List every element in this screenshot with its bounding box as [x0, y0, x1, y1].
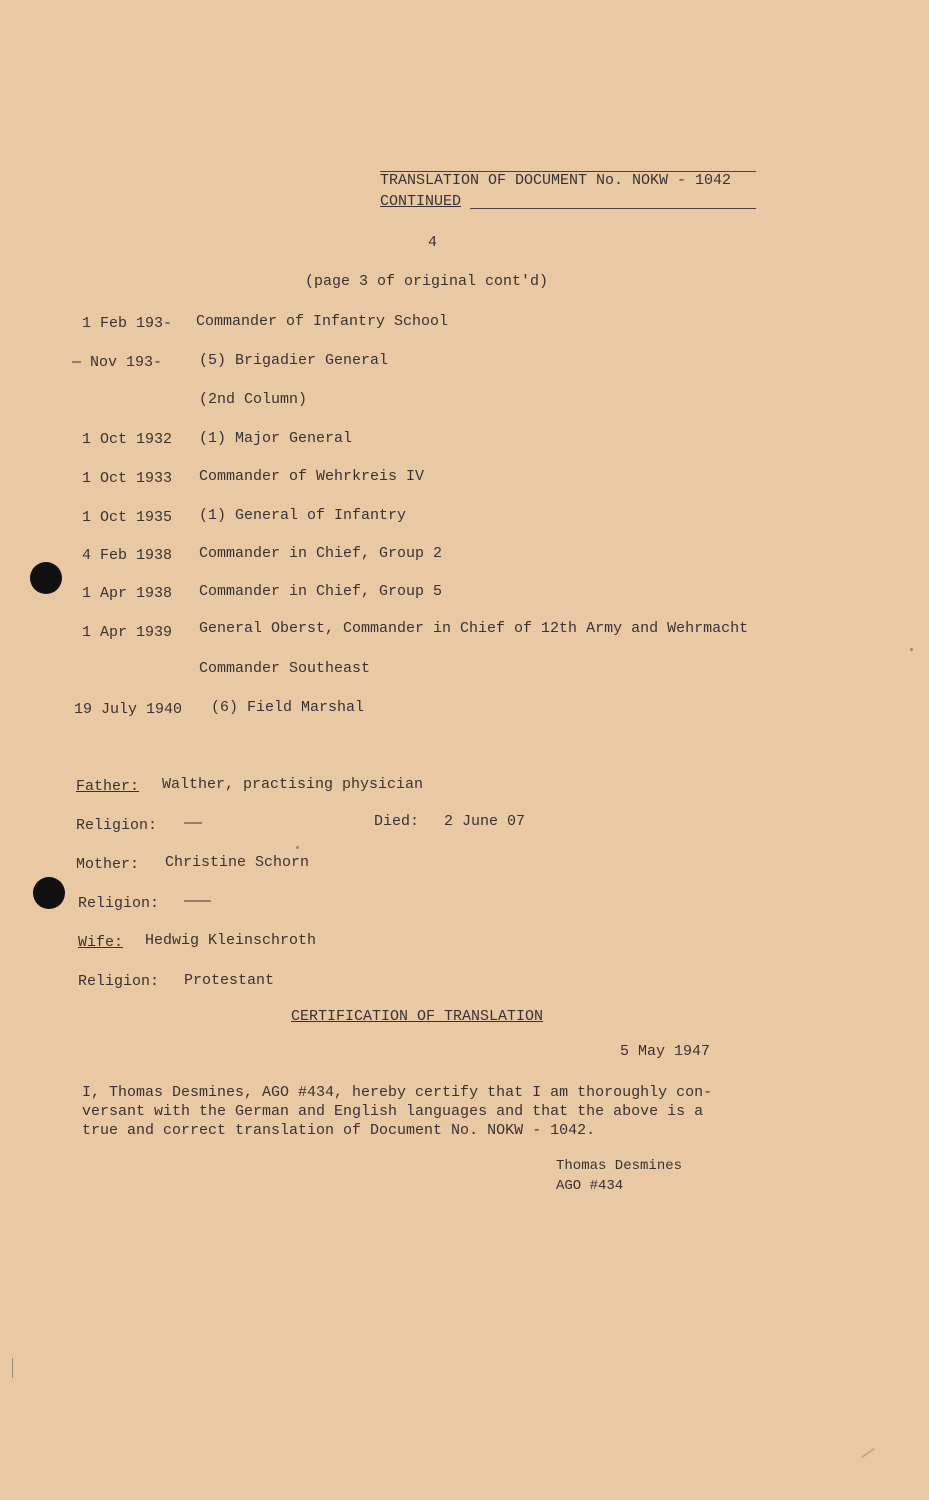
header-title: TRANSLATION OF DOCUMENT No. NOKW - 1042 [380, 172, 732, 189]
career-date: 19 July 1940 [74, 701, 183, 718]
punch-hole [30, 562, 62, 594]
career-text: Commander Southeast [199, 660, 371, 677]
career-date: 1 Oct 1932 [82, 431, 173, 448]
career-text: Commander of Infantry School [196, 313, 449, 330]
religion-label: Religion: [78, 895, 160, 912]
page-number: 4 [428, 234, 438, 251]
certification-paragraph [82, 1083, 772, 1140]
career-text: Commander in Chief, Group 2 [199, 545, 443, 562]
religion-value: ——— [184, 893, 212, 910]
signature-id: AGO #434 [556, 1178, 624, 1194]
signature-name: Thomas Desmines [556, 1158, 683, 1174]
career-date: 1 Feb 193- [82, 315, 173, 332]
mother-value: Christine Schorn [165, 854, 310, 871]
page-subtitle: (page 3 of original cont'd) [305, 273, 549, 290]
career-date: 1 Oct 1933 [82, 470, 173, 487]
certification-line: versant with the German and English languages and that the above is a [82, 1103, 704, 1120]
paper-speck [861, 1448, 875, 1459]
career-text: (1) General of Infantry [199, 507, 407, 524]
career-date: 1 Oct 1935 [82, 509, 173, 526]
career-text: Commander of Wehrkreis IV [199, 468, 425, 485]
career-date: 4 Feb 1938 [82, 547, 173, 564]
career-text: Commander in Chief, Group 5 [199, 583, 443, 600]
religion-label: Religion: [76, 817, 158, 834]
certification-date: 5 May 1947 [620, 1043, 711, 1060]
religion-label: Religion: [78, 973, 160, 990]
certification-title: CERTIFICATION OF TRANSLATION [291, 1008, 544, 1025]
paper-speck [296, 846, 299, 849]
header-bottom-rule [470, 208, 756, 209]
certification-line: I, Thomas Desmines, AGO #434, hereby certify that I am thoroughly con- [82, 1084, 713, 1101]
career-text: (1) Major General [199, 430, 353, 447]
career-text: (6) Field Marshal [211, 699, 365, 716]
career-date: 1 Apr 1938 [82, 585, 173, 602]
certification-line: true and correct translation of Document No. NOKW - 1042. [82, 1122, 596, 1139]
father-label: Father: [76, 778, 140, 795]
career-text: General Oberst, Commander in Chief of 12th Army and Wehrmacht [199, 620, 749, 637]
wife-label: Wife: [78, 934, 124, 951]
career-text: (2nd Column) [199, 391, 308, 408]
died-value: 2 June 07 [444, 813, 526, 830]
paper-speck [12, 1358, 13, 1378]
career-text: (5) Brigadier General [199, 352, 389, 369]
religion-value: Protestant [184, 972, 275, 989]
wife-value: Hedwig Kleinschroth [145, 932, 317, 949]
mother-label: Mother: [76, 856, 140, 873]
career-date: — Nov 193- [72, 354, 163, 371]
header-continued: CONTINUED [380, 193, 462, 210]
religion-value: —— [184, 815, 203, 832]
paper-speck [910, 648, 913, 651]
punch-hole [33, 877, 65, 909]
career-date: 1 Apr 1939 [82, 624, 173, 641]
died-label: Died: [374, 813, 420, 830]
father-value: Walther, practising physician [162, 776, 424, 793]
